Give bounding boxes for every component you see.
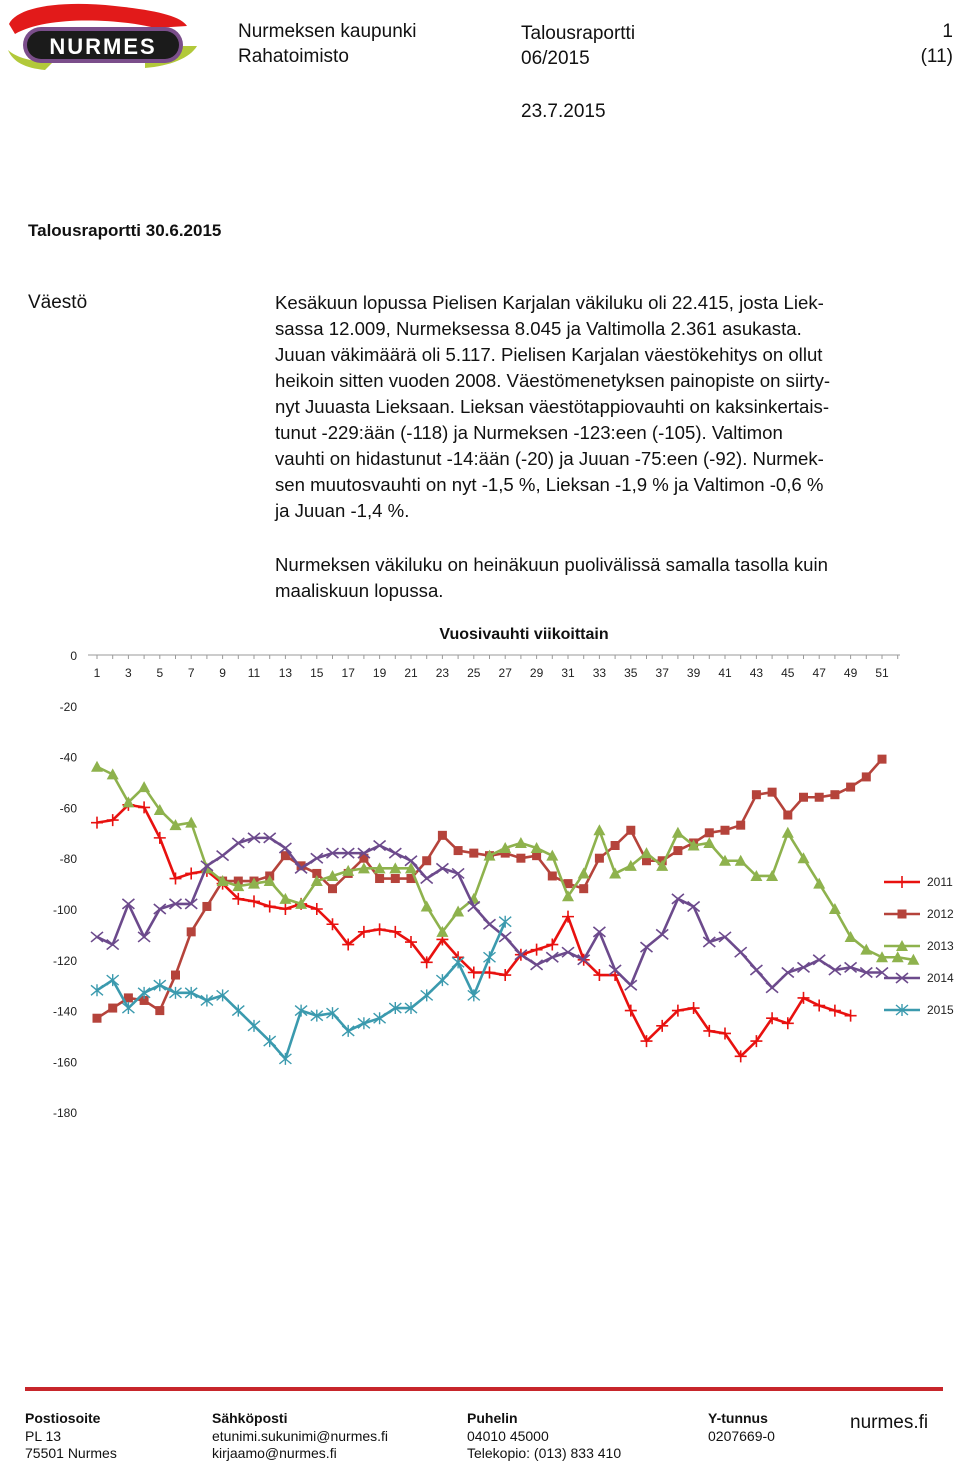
data-point-2012 bbox=[438, 831, 447, 840]
data-point-2014 bbox=[688, 901, 700, 911]
x-tick-label: 43 bbox=[749, 666, 764, 680]
data-point-2012 bbox=[736, 821, 745, 830]
y-tick-label: -140 bbox=[52, 1004, 77, 1019]
data-point-2014 bbox=[374, 841, 386, 851]
x-tick-label: 21 bbox=[404, 666, 418, 680]
x-tick-label: 17 bbox=[341, 666, 355, 680]
data-point-2011 bbox=[264, 900, 276, 912]
x-tick-label: 45 bbox=[781, 666, 795, 680]
footer-email-link[interactable]: etunimi.sukunimi@nurmes.fi bbox=[212, 1427, 389, 1444]
paragraph-line: nyt Juuasta Lieksaan. Lieksan väestötappiovauhti on kaksinkertais- bbox=[275, 396, 830, 417]
data-point-2013 bbox=[782, 827, 794, 838]
page-number: 1 bbox=[942, 21, 953, 42]
footer-email bbox=[212, 1410, 388, 1463]
x-tick-label: 1 bbox=[93, 666, 101, 680]
x-tick-label: 47 bbox=[812, 666, 826, 680]
data-point-2012 bbox=[93, 1014, 102, 1023]
data-point-2013 bbox=[91, 761, 103, 772]
data-point-2015 bbox=[264, 1035, 276, 1047]
chart-legend bbox=[884, 875, 954, 1017]
series-2011 bbox=[91, 799, 857, 1062]
series-group bbox=[91, 755, 919, 1065]
data-point-2011 bbox=[813, 1000, 825, 1012]
data-point-2011 bbox=[279, 903, 291, 915]
data-point-2011 bbox=[138, 801, 150, 813]
legend-label: 2015 bbox=[927, 1003, 954, 1017]
data-point-2015 bbox=[122, 1002, 134, 1014]
data-point-2014 bbox=[217, 851, 229, 861]
doc-period: 06/2015 bbox=[521, 48, 590, 69]
data-point-2012 bbox=[799, 793, 808, 802]
data-point-2012 bbox=[611, 841, 620, 850]
data-point-2015 bbox=[279, 1053, 291, 1065]
data-point-2011 bbox=[170, 873, 182, 885]
legend-label: 2011 bbox=[927, 875, 953, 889]
section-paragraph-1 bbox=[275, 290, 955, 524]
data-point-2011 bbox=[829, 1005, 841, 1017]
x-tick-label: 11 bbox=[247, 666, 261, 680]
y-tick-label: 0 bbox=[70, 649, 77, 663]
data-point-2013 bbox=[546, 850, 558, 861]
data-point-2014 bbox=[641, 942, 653, 952]
data-point-2012 bbox=[846, 783, 855, 792]
data-point-2014 bbox=[750, 965, 762, 975]
header-org-block bbox=[238, 19, 416, 69]
paragraph-line: ja Juuan -1,4 %. bbox=[275, 500, 410, 521]
page-total: (11) bbox=[920, 46, 953, 67]
data-point-2014 bbox=[91, 932, 103, 942]
x-tick-label: 25 bbox=[467, 666, 481, 680]
footer-email-link[interactable]: kirjaamo@nurmes.fi bbox=[212, 1445, 337, 1461]
data-point-2011 bbox=[185, 867, 197, 879]
data-point-2013 bbox=[107, 768, 119, 779]
legend-item-2012 bbox=[884, 907, 954, 921]
data-point-2015 bbox=[499, 916, 511, 928]
paragraph-line: heikoin sitten vuoden 2008. Väestömenetyksen painopiste on siirty- bbox=[275, 370, 831, 391]
data-point-2014 bbox=[421, 874, 433, 884]
x-tick-label: 3 bbox=[125, 666, 132, 680]
data-point-2012 bbox=[375, 874, 384, 883]
data-point-2012 bbox=[548, 871, 557, 880]
logo-text: NURMES bbox=[49, 34, 157, 59]
data-point-2014 bbox=[813, 955, 825, 965]
data-point-2013 bbox=[515, 837, 527, 848]
data-point-2011 bbox=[562, 911, 574, 923]
data-point-2012 bbox=[516, 854, 525, 863]
nurmes-logo bbox=[5, 2, 199, 74]
data-point-2012 bbox=[862, 772, 871, 781]
legend-label: 2013 bbox=[927, 939, 954, 953]
data-point-2012 bbox=[830, 790, 839, 799]
x-tick-label: 29 bbox=[529, 666, 544, 680]
footer-line: PL 13 bbox=[25, 1427, 62, 1444]
paragraph-line: maaliskuun lopussa. bbox=[275, 580, 444, 601]
y-tick-label: -100 bbox=[52, 903, 77, 917]
section-label: Väestö bbox=[28, 292, 88, 313]
x-tick-label: 51 bbox=[875, 666, 889, 680]
x-tick-label: 49 bbox=[843, 666, 858, 680]
data-point-2013 bbox=[421, 900, 433, 911]
data-point-2011 bbox=[248, 895, 260, 907]
data-point-2012 bbox=[626, 826, 635, 835]
x-tick-label: 9 bbox=[219, 666, 226, 680]
data-point-2012 bbox=[705, 828, 714, 837]
legend-label: 2012 bbox=[927, 907, 954, 921]
header-doc-block bbox=[521, 21, 635, 71]
page-indicator bbox=[880, 19, 953, 69]
footer-line: Telekopio: (013) 833 410 bbox=[467, 1445, 622, 1461]
data-point-2015 bbox=[248, 1020, 260, 1032]
paragraph-line: sen muutosvauhti on nyt -1,5 %, Lieksan -1,9 % ja Valtimon -0,6 % bbox=[275, 474, 824, 495]
series-2015 bbox=[91, 916, 511, 1065]
legend-marker bbox=[896, 876, 908, 888]
data-point-2011 bbox=[546, 939, 558, 951]
paragraph-line: sassa 12.009, Nurmeksessa 8.045 ja Valtimolla 2.361 asukasta. bbox=[275, 318, 802, 339]
y-axis bbox=[53, 649, 77, 1120]
data-point-2011 bbox=[625, 1005, 637, 1017]
legend-item-2014 bbox=[884, 971, 954, 985]
data-point-2012 bbox=[469, 849, 478, 858]
data-point-2012 bbox=[422, 856, 431, 865]
y-tick-label: -40 bbox=[59, 750, 77, 765]
department-name: Rahatoimisto bbox=[238, 46, 349, 67]
data-point-2012 bbox=[673, 846, 682, 855]
footer-website-link[interactable]: nurmes.fi bbox=[850, 1412, 929, 1433]
data-point-2014 bbox=[389, 848, 401, 858]
paragraph-line: Juuan väkimäärä oli 5.117. Pielisen Karjalan väestökehitys on ollut bbox=[275, 344, 823, 365]
data-point-2011 bbox=[531, 944, 543, 956]
data-point-2012 bbox=[721, 826, 730, 835]
data-point-2015 bbox=[468, 989, 480, 1001]
data-point-2015 bbox=[421, 989, 433, 1001]
section-paragraph-2 bbox=[275, 552, 955, 604]
population-change-chart bbox=[0, 615, 960, 1135]
paragraph-line: Kesäkuun lopussa Pielisen Karjalan väkiluku oli 22.415, josta Liek- bbox=[275, 292, 824, 313]
data-point-2011 bbox=[798, 992, 810, 1004]
footer-heading: Puhelin bbox=[467, 1410, 518, 1426]
data-point-2015 bbox=[91, 984, 103, 996]
data-point-2012 bbox=[768, 788, 777, 797]
data-point-2012 bbox=[187, 927, 196, 936]
paragraph-line: vauhti on hidastunut -14:ään (-20) ja Juuan -75:een (-92). Nurmek- bbox=[275, 448, 824, 469]
chart-title: Vuosivauhti viikoittain bbox=[439, 626, 609, 643]
data-point-2012 bbox=[328, 884, 337, 893]
data-point-2012 bbox=[155, 1006, 164, 1015]
y-tick-label: -180 bbox=[52, 1106, 77, 1121]
x-axis bbox=[94, 655, 898, 680]
x-tick-label: 35 bbox=[624, 666, 638, 680]
x-tick-label: 19 bbox=[372, 666, 387, 680]
data-point-2013 bbox=[138, 781, 150, 792]
data-point-2014 bbox=[735, 947, 747, 957]
data-point-2013 bbox=[593, 824, 605, 835]
x-tick-label: 27 bbox=[498, 666, 512, 680]
footer-business-id bbox=[708, 1410, 775, 1445]
footer-line: 04010 45000 bbox=[467, 1427, 549, 1444]
footer-line: 75501 Nurmes bbox=[25, 1445, 117, 1461]
x-tick-label: 39 bbox=[686, 666, 701, 680]
x-tick-label: 23 bbox=[435, 666, 450, 680]
paragraph-line: Nurmeksen väkiluku on heinäkuun puolivälissä samalla tasolla kuin bbox=[275, 554, 828, 575]
data-point-2014 bbox=[766, 983, 778, 993]
data-point-2012 bbox=[579, 884, 588, 893]
x-tick-label: 31 bbox=[561, 666, 575, 680]
legend-marker bbox=[898, 910, 907, 919]
footer-heading: Sähköposti bbox=[212, 1410, 288, 1426]
footer-heading: Postiosoite bbox=[25, 1410, 101, 1426]
x-tick-label: 5 bbox=[156, 666, 164, 680]
data-point-2014 bbox=[138, 932, 150, 942]
data-point-2012 bbox=[202, 902, 211, 911]
data-point-2012 bbox=[391, 874, 400, 883]
data-point-2013 bbox=[609, 867, 621, 878]
footer-line: 0207669-0 bbox=[708, 1427, 775, 1444]
data-point-2012 bbox=[171, 971, 180, 980]
data-point-2015 bbox=[436, 974, 448, 986]
data-point-2013 bbox=[578, 867, 590, 878]
data-point-2014 bbox=[593, 927, 605, 937]
legend-label: 2014 bbox=[927, 971, 954, 985]
doc-title: Talousraportti bbox=[521, 23, 636, 44]
data-point-2011 bbox=[374, 923, 386, 935]
data-point-2012 bbox=[454, 846, 463, 855]
series-line-2013 bbox=[97, 767, 913, 960]
data-point-2012 bbox=[752, 790, 761, 799]
y-tick-label: -60 bbox=[59, 801, 77, 816]
series-2013 bbox=[91, 761, 919, 965]
organization-name: Nurmeksen kaupunki bbox=[238, 21, 417, 42]
data-point-2012 bbox=[783, 811, 792, 820]
footer-rule bbox=[25, 1387, 943, 1391]
x-tick-label: 13 bbox=[278, 666, 293, 680]
data-point-2011 bbox=[782, 1017, 794, 1029]
footer-address bbox=[25, 1410, 117, 1463]
x-tick-label: 7 bbox=[187, 666, 195, 680]
data-point-2014 bbox=[484, 919, 496, 929]
data-point-2015 bbox=[154, 979, 166, 991]
series-line-2011 bbox=[97, 805, 851, 1056]
data-point-2012 bbox=[108, 1004, 117, 1013]
data-point-2011 bbox=[845, 1010, 857, 1022]
y-tick-label: -120 bbox=[52, 953, 77, 968]
y-tick-label: -80 bbox=[59, 852, 77, 867]
data-point-2011 bbox=[91, 817, 103, 829]
data-point-2014 bbox=[625, 980, 637, 990]
legend-item-2011 bbox=[884, 875, 953, 889]
data-point-2014 bbox=[672, 894, 684, 904]
doc-date: 23.7.2015 bbox=[521, 101, 606, 122]
data-point-2015 bbox=[342, 1025, 354, 1037]
paragraph-line: tunut -229:ään (-118) ja Nurmeksen -123:een (-105). Valtimon bbox=[275, 422, 783, 443]
x-tick-label: 37 bbox=[655, 666, 669, 680]
data-point-2015 bbox=[484, 951, 496, 963]
x-tick-label: 15 bbox=[310, 666, 324, 680]
data-point-2014 bbox=[656, 929, 668, 939]
data-point-2012 bbox=[815, 793, 824, 802]
footer-phone bbox=[467, 1410, 621, 1463]
data-point-2011 bbox=[154, 832, 166, 844]
nurmes-logo-graphic bbox=[5, 2, 199, 74]
data-point-2014 bbox=[531, 960, 543, 970]
legend-item-2015 bbox=[884, 1003, 954, 1017]
data-point-2012 bbox=[595, 854, 604, 863]
report-title: Talousraportti 30.6.2015 bbox=[28, 221, 222, 240]
footer-heading: Y-tunnus bbox=[708, 1410, 768, 1426]
data-point-2012 bbox=[878, 755, 887, 764]
data-point-2015 bbox=[232, 1005, 244, 1017]
data-point-2013 bbox=[845, 931, 857, 942]
y-tick-label: -160 bbox=[52, 1055, 77, 1070]
data-point-2015 bbox=[138, 987, 150, 999]
legend-item-2013 bbox=[884, 939, 954, 953]
data-point-2013 bbox=[672, 827, 684, 838]
x-tick-label: 41 bbox=[718, 666, 732, 680]
y-tick-label: -20 bbox=[59, 699, 77, 714]
data-point-2015 bbox=[107, 974, 119, 986]
x-tick-label: 33 bbox=[592, 666, 607, 680]
